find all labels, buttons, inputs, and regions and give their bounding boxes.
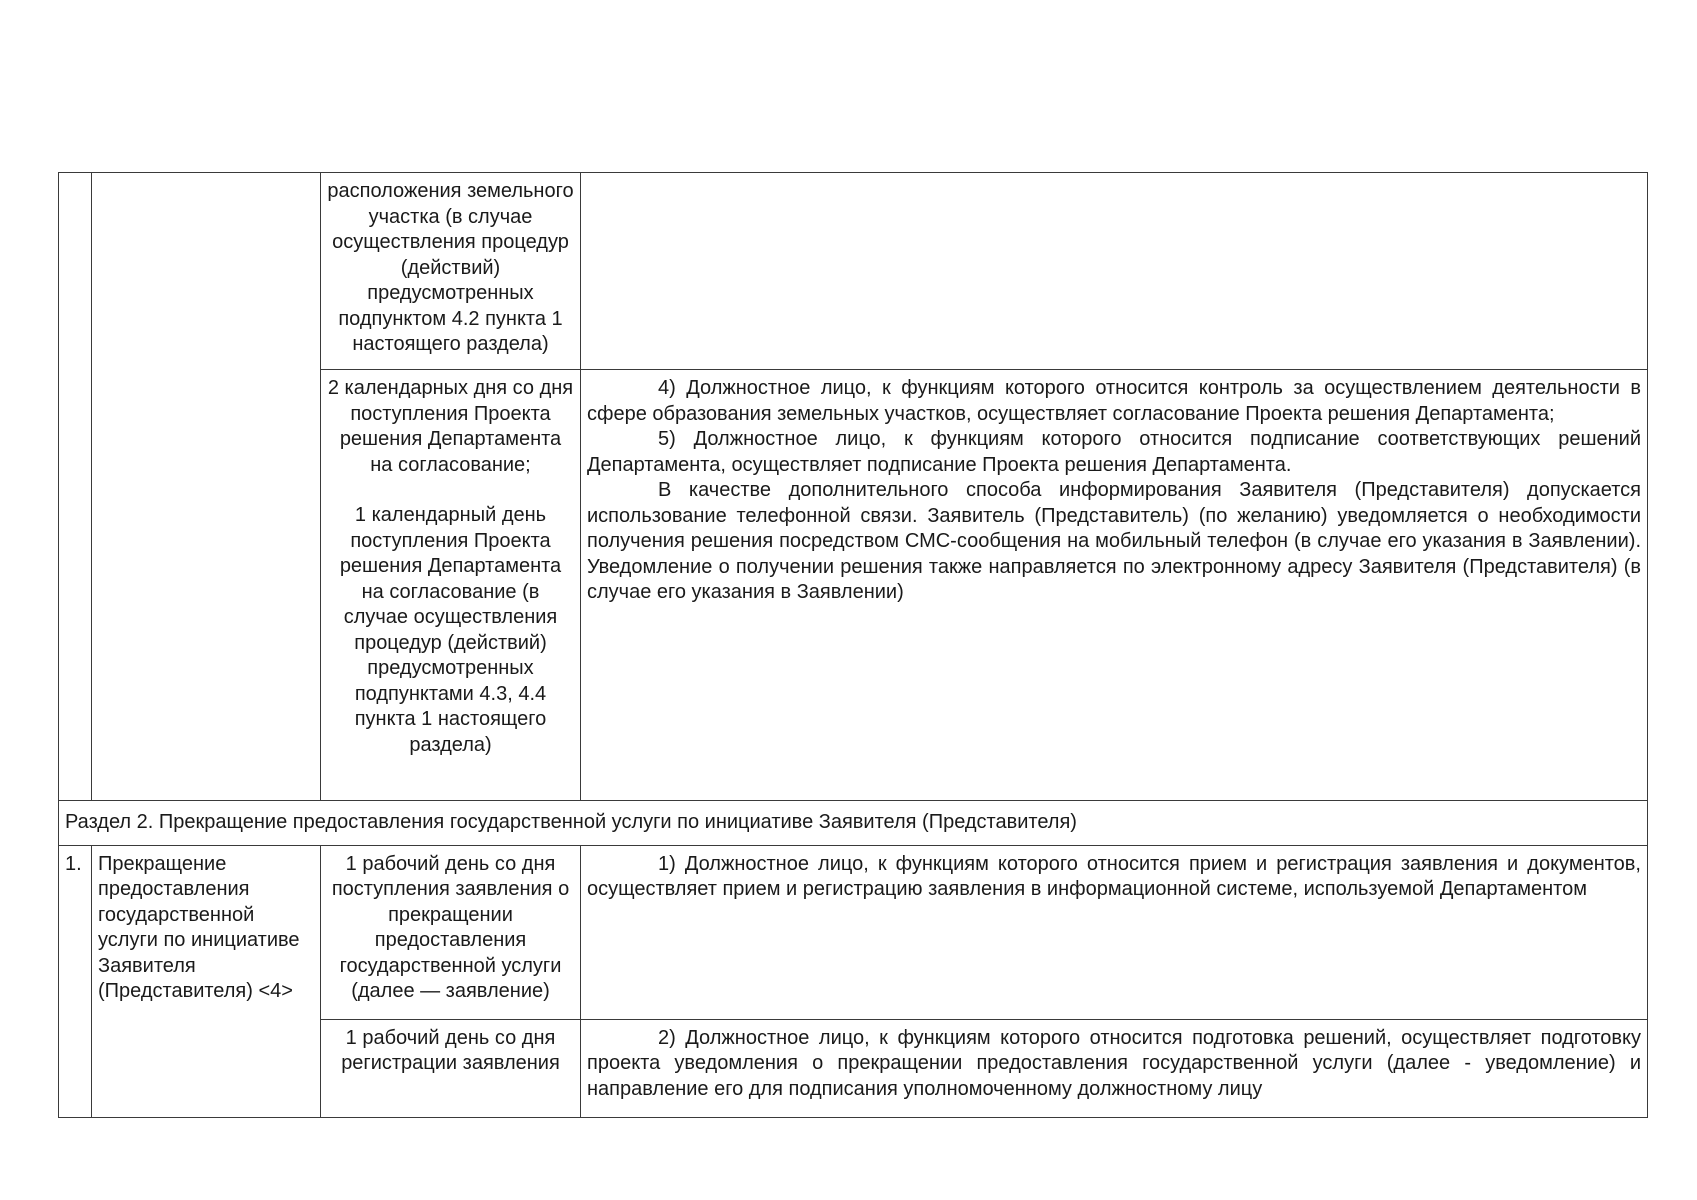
section-row xyxy=(59,801,1648,846)
deadline-text: 1 календарный день поступления Проекта решения Департамента на согласование (в случае осуществления процедур (действий) предусмотренных подпунктами 4.3, 4.4 пункта 1 настоящего раздела) xyxy=(339,504,562,756)
cell-num xyxy=(59,173,92,801)
cell-deadline xyxy=(321,370,581,801)
cell-procedure-name xyxy=(92,173,321,801)
description-paragraph: В качестве дополнительного способа информирования Заявителя (Представителя) допускается использование телефонной связи. Заявитель (Представитель) (по желанию) уведомляется о необходимости получения решения посредством СМС-сообщения на мобильный телефон (в случае его указания в Заявлении). Уведомление о получении решения также направляется по электронному адресу Заявителя (Представителя) (в случае его указания в Заявлении) xyxy=(587,479,1641,603)
procedure-table xyxy=(58,172,1648,1118)
cell-num: 1. xyxy=(59,845,92,1117)
deadline-text: 2 календарных дня со дня поступления Проекта решения Департамента на согласование; xyxy=(327,377,574,476)
cell-description xyxy=(581,1019,1648,1117)
cell-deadline: 1 рабочий день со дня регистрации заявления xyxy=(321,1019,581,1117)
cell-deadline: 1 рабочий день со дня поступления заявления о прекращении предоставления государственной услуги (далее — заявление) xyxy=(321,845,581,1019)
description-paragraph: 5) Должностное лицо, к функциям которого относится подписание соответствующих решений Департамента, осуществляет подписание Проекта решения Департамента. xyxy=(587,428,1641,476)
table-row xyxy=(59,173,1648,370)
cell-description xyxy=(581,845,1648,1019)
table-row xyxy=(59,845,1648,1019)
cell-procedure-name: Прекращение предоставления государственной услуги по инициативе Заявителя (Представителя) <4> xyxy=(92,845,321,1117)
section-title: Раздел 2. Прекращение предоставления государственной услуги по инициативе Заявителя (Представителя) xyxy=(59,801,1648,846)
description-paragraph: 4) Должностное лицо, к функциям которого относится контроль за осуществлением деятельности в сфере образования земельных участков, осуществляет согласование Проекта решения Департамента; xyxy=(587,377,1641,425)
spacer xyxy=(327,478,574,503)
cell-description xyxy=(581,370,1648,801)
cell-deadline: расположения земельного участка (в случае осуществления процедур (действий) предусмотренных подпунктом 4.2 пункта 1 настоящего раздела) xyxy=(321,173,581,370)
description-paragraph: 2) Должностное лицо, к функциям которого относится подготовка решений, осуществляет подготовку проекта уведомления о прекращении предоставления государственной услуги (далее - уведомление) и направление его для подписания уполномоченному должностному лицу xyxy=(587,1026,1641,1100)
description-paragraph: 1) Должностное лицо, к функциям которого относится прием и регистрация заявления и документов, осуществляет прием и регистрацию заявления в информационной системе, используемой Департаментом xyxy=(587,852,1641,900)
cell-description xyxy=(581,173,1648,370)
